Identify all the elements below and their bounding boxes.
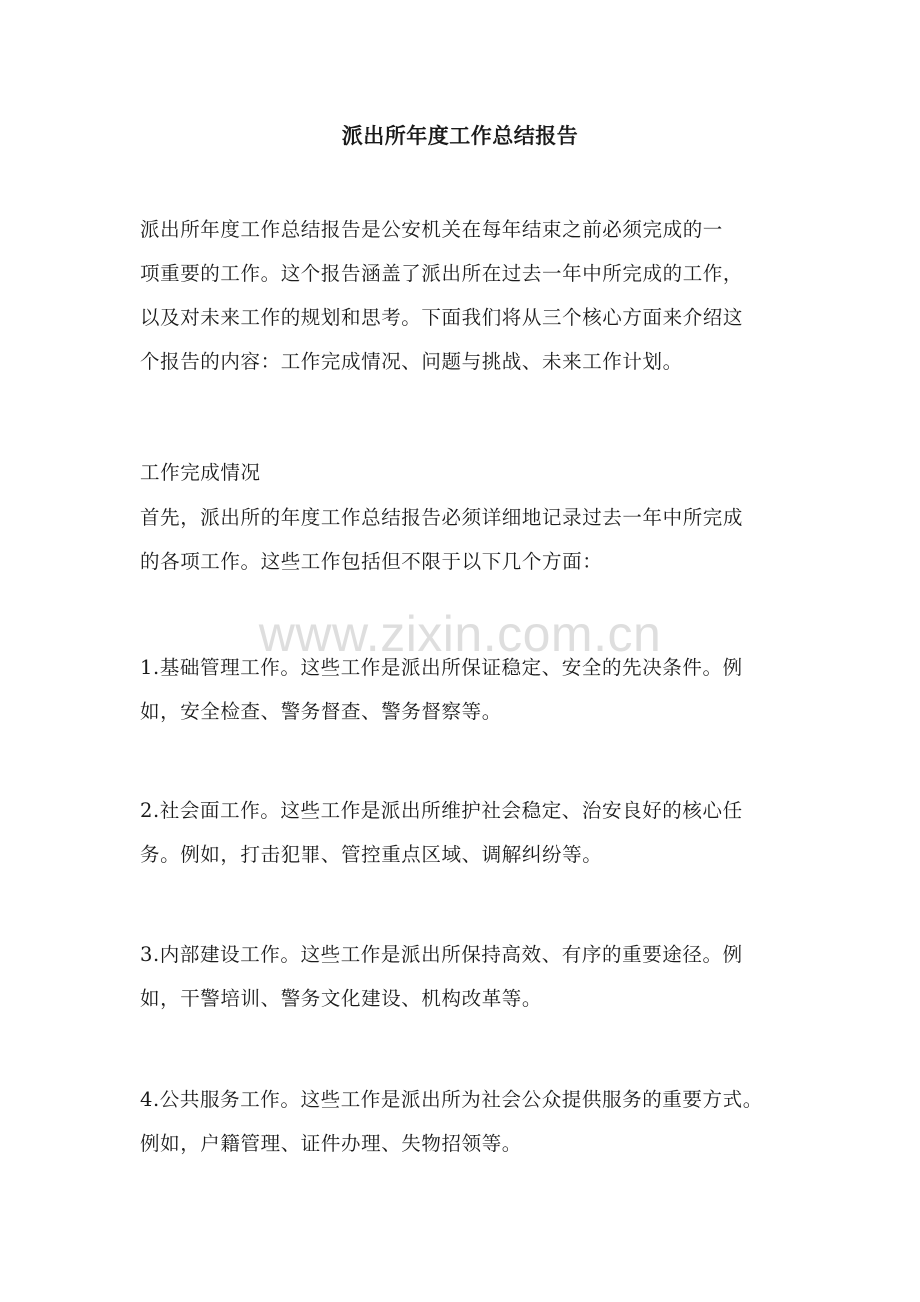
paragraph-line: 例如，户籍管理、证件办理、失物招领等。 (140, 1132, 522, 1155)
paragraph-line: 的各项工作。这些工作包括但不限于以下几个方面： (140, 550, 603, 573)
paragraph-line: 首先，派出所的年度工作总结报告必须详细地记录过去一年中所完成 (140, 506, 744, 529)
list-item (140, 933, 785, 1021)
list-item (140, 1078, 785, 1166)
paragraph-line: 1.基础管理工作。这些工作是派出所保证稳定、安全的先决条件。例 (140, 656, 743, 679)
paragraph-line: 派出所年度工作总结报告是公安机关在每年结束之前必须完成的一 (140, 218, 723, 241)
paragraph-line: 以及对未来工作的规划和思考。下面我们将从三个核心方面来介绍这 (140, 306, 744, 329)
paragraph-line: 2.社会面工作。这些工作是派出所维护社会稳定、治安良好的核心任 (140, 799, 743, 822)
paragraph-line: 4.公共服务工作。这些工作是派出所为社会公众提供服务的重要方式。 (140, 1088, 763, 1111)
paragraph-line: 如，安全检查、警务督查、警务督察等。 (140, 700, 502, 723)
list-item (140, 789, 785, 877)
watermark-text: www.zixin.com.cn (258, 606, 662, 662)
section-intro-paragraph (140, 496, 785, 584)
intro-paragraph (140, 208, 785, 384)
list-item (140, 646, 785, 734)
paragraph-line: 3.内部建设工作。这些工作是派出所保持高效、有序的重要途径。例 (140, 943, 743, 966)
section-heading: 工作完成情况 (140, 461, 261, 484)
paragraph-line: 个报告的内容：工作完成情况、问题与挑战、未来工作计划。 (140, 350, 683, 373)
paragraph-line: 务。例如，打击犯罪、管控重点区域、调解纠纷等。 (140, 843, 603, 866)
document-title: 派出所年度工作总结报告 (341, 123, 579, 148)
paragraph-line: 项重要的工作。这个报告涵盖了派出所在过去一年中所完成的工作， (140, 262, 744, 285)
paragraph-line: 如，干警培训、警务文化建设、机构改革等。 (140, 987, 543, 1010)
